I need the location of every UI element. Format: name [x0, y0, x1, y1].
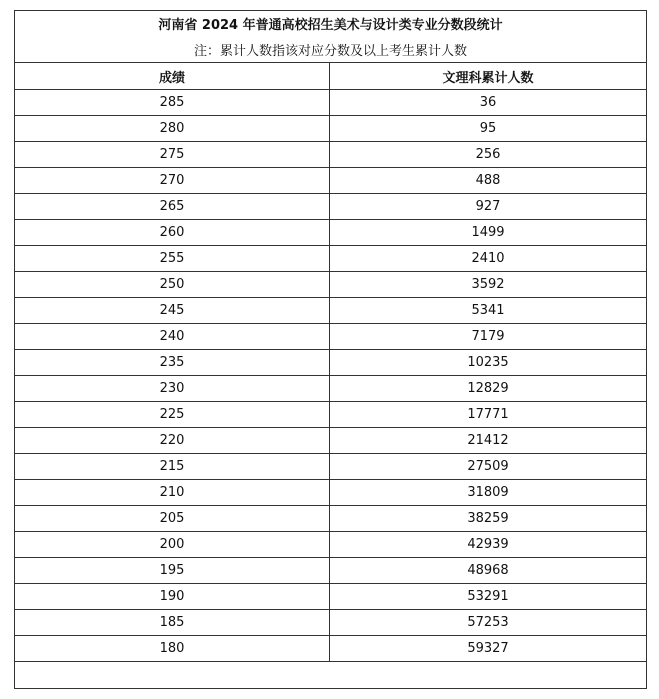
- cumulative-count-cell: 42939: [330, 532, 647, 558]
- cumulative-count-cell: 17771: [330, 402, 647, 428]
- score-cell: 185: [15, 610, 330, 636]
- score-cell: 210: [15, 480, 330, 506]
- cumulative-count-cell: 2410: [330, 246, 647, 272]
- cumulative-count-cell: 21412: [330, 428, 647, 454]
- table-row: [15, 194, 647, 220]
- score-cell: 220: [15, 428, 330, 454]
- cumulative-count-cell: 5341: [330, 298, 647, 324]
- note-row: [15, 37, 647, 63]
- score-cell: 240: [15, 324, 330, 350]
- cumulative-count-cell: 48968: [330, 558, 647, 584]
- table-row: [15, 454, 647, 480]
- table-row: [15, 428, 647, 454]
- header-cumulative-count: 文理科累计人数: [330, 63, 647, 90]
- cumulative-count-cell: 7179: [330, 324, 647, 350]
- table-title: 河南省 2024 年普通高校招生美术与设计类专业分数段统计: [15, 11, 647, 37]
- score-cell: 180: [15, 636, 330, 662]
- table-row: [15, 610, 647, 636]
- empty-footer-row: [15, 662, 647, 689]
- table-row: [15, 506, 647, 532]
- score-cell: 225: [15, 402, 330, 428]
- score-cell: 255: [15, 246, 330, 272]
- cumulative-count-cell: 12829: [330, 376, 647, 402]
- score-cell: 280: [15, 116, 330, 142]
- score-cell: 235: [15, 350, 330, 376]
- score-cell: 270: [15, 168, 330, 194]
- empty-footer-cell: [15, 662, 647, 689]
- table-note: 注：累计人数指该对应分数及以上考生累计人数: [15, 37, 647, 63]
- cumulative-count-cell: 1499: [330, 220, 647, 246]
- header-row: [15, 63, 647, 90]
- cumulative-count-cell: 36: [330, 90, 647, 116]
- cumulative-count-cell: 38259: [330, 506, 647, 532]
- score-cell: 245: [15, 298, 330, 324]
- table-row: [15, 116, 647, 142]
- table-row: [15, 532, 647, 558]
- table-row: [15, 636, 647, 662]
- table-row: [15, 402, 647, 428]
- cumulative-count-cell: 27509: [330, 454, 647, 480]
- table-row: [15, 480, 647, 506]
- cumulative-count-cell: 488: [330, 168, 647, 194]
- table-row: [15, 558, 647, 584]
- table-row: [15, 246, 647, 272]
- cumulative-count-cell: 3592: [330, 272, 647, 298]
- cumulative-count-cell: 256: [330, 142, 647, 168]
- score-cell: 265: [15, 194, 330, 220]
- cumulative-count-cell: 95: [330, 116, 647, 142]
- score-cell: 275: [15, 142, 330, 168]
- score-cell: 195: [15, 558, 330, 584]
- cumulative-count-cell: 31809: [330, 480, 647, 506]
- score-cell: 250: [15, 272, 330, 298]
- score-cell: 230: [15, 376, 330, 402]
- table-row: [15, 324, 647, 350]
- score-cell: 215: [15, 454, 330, 480]
- table-row: [15, 90, 647, 116]
- title-row: [15, 11, 647, 37]
- table-row: [15, 272, 647, 298]
- cumulative-count-cell: 10235: [330, 350, 647, 376]
- table-row: [15, 350, 647, 376]
- cumulative-count-cell: 57253: [330, 610, 647, 636]
- table-row: [15, 376, 647, 402]
- header-score: 成绩: [15, 63, 330, 90]
- table-row: [15, 584, 647, 610]
- score-cell: 190: [15, 584, 330, 610]
- table-row: [15, 142, 647, 168]
- table-row: [15, 298, 647, 324]
- table-row: [15, 168, 647, 194]
- score-cell: 200: [15, 532, 330, 558]
- cumulative-count-cell: 53291: [330, 584, 647, 610]
- cumulative-count-cell: 927: [330, 194, 647, 220]
- cumulative-count-cell: 59327: [330, 636, 647, 662]
- score-cell: 260: [15, 220, 330, 246]
- score-distribution-table: [14, 10, 647, 689]
- score-cell: 205: [15, 506, 330, 532]
- score-cell: 285: [15, 90, 330, 116]
- table-row: [15, 220, 647, 246]
